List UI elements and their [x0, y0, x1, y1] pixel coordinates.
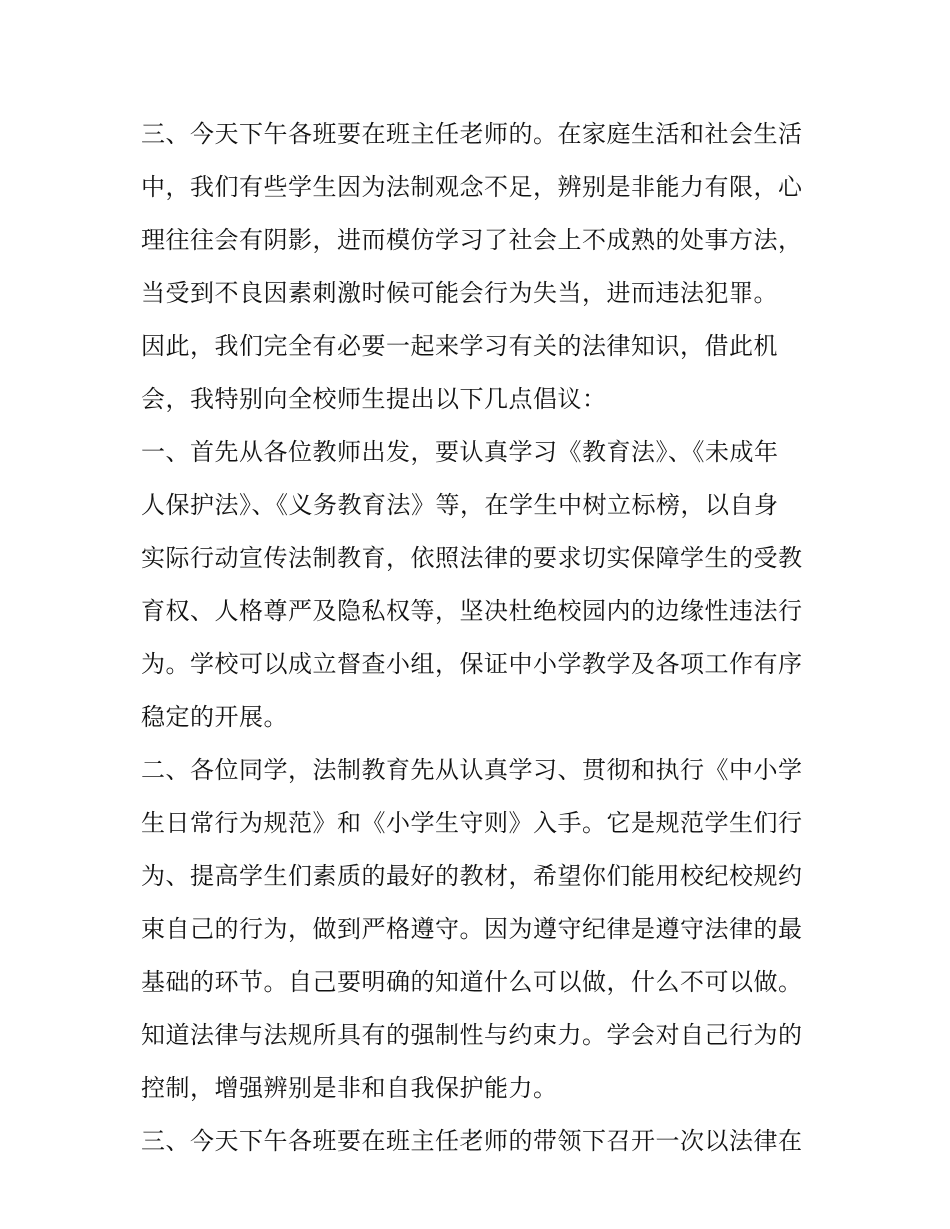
- text-line: 一、首先从各位教师出发，要认真学习《教育法》、《未成年: [141, 438, 779, 466]
- text-line: 三、今天下午各班要在班主任老师的。在家庭生活和社会生活: [141, 120, 803, 148]
- text-line: 育权、人格尊严及隐私权等，坚决杜绝校园内的边缘性违法行: [141, 597, 803, 625]
- text-line: 因此，我们完全有必要一起来学习有关的法律知识，借此机: [141, 332, 778, 360]
- text-line: 理往往会有阴影，进而模仿学习了社会上不成熟的处事方法，: [141, 226, 803, 254]
- document-body: [141, 108, 821, 1168]
- text-line: 中，我们有些学生因为法制观念不足，辨别是非能力有限，心: [141, 173, 803, 201]
- text-line: 控制，增强辨别是非和自我保护能力。: [141, 1074, 558, 1102]
- text-line: 为、提高学生们素质的最好的教材，希望你们能用校纪校规约: [141, 862, 803, 890]
- text-line: 知道法律与法规所具有的强制性与约束力。学会对自己行为的: [141, 1021, 803, 1049]
- text-line: 会，我特别向全校师生提出以下几点倡议：: [141, 385, 607, 413]
- text-line: 当受到不良因素刺激时候可能会行为失当，进而违法犯罪。: [141, 279, 778, 307]
- text-line: 实际行动宣传法制教育，依照法律的要求切实保障学生的受教: [141, 544, 803, 572]
- text-line: 三、今天下午各班要在班主任老师的带领下召开一次以法律在: [141, 1127, 803, 1155]
- text-line: 基础的环节。自己要明确的知道什么可以做，什么不可以做。: [141, 968, 803, 996]
- text-line: 束自己的行为，做到严格遵守。因为遵守纪律是遵守法律的最: [141, 915, 803, 943]
- text-line: 生日常行为规范》和《小学生守则》入手。它是规范学生们行: [141, 809, 803, 837]
- text-line: 二、各位同学，法制教育先从认真学习、贯彻和执行《中小学: [141, 756, 803, 784]
- text-line: 为。学校可以成立督查小组，保证中小学教学及各项工作有序: [141, 650, 803, 678]
- text-line: 稳定的开展。: [141, 703, 288, 731]
- text-line: 人保护法》、《义务教育法》等，在学生中树立标榜，以自身: [141, 491, 779, 519]
